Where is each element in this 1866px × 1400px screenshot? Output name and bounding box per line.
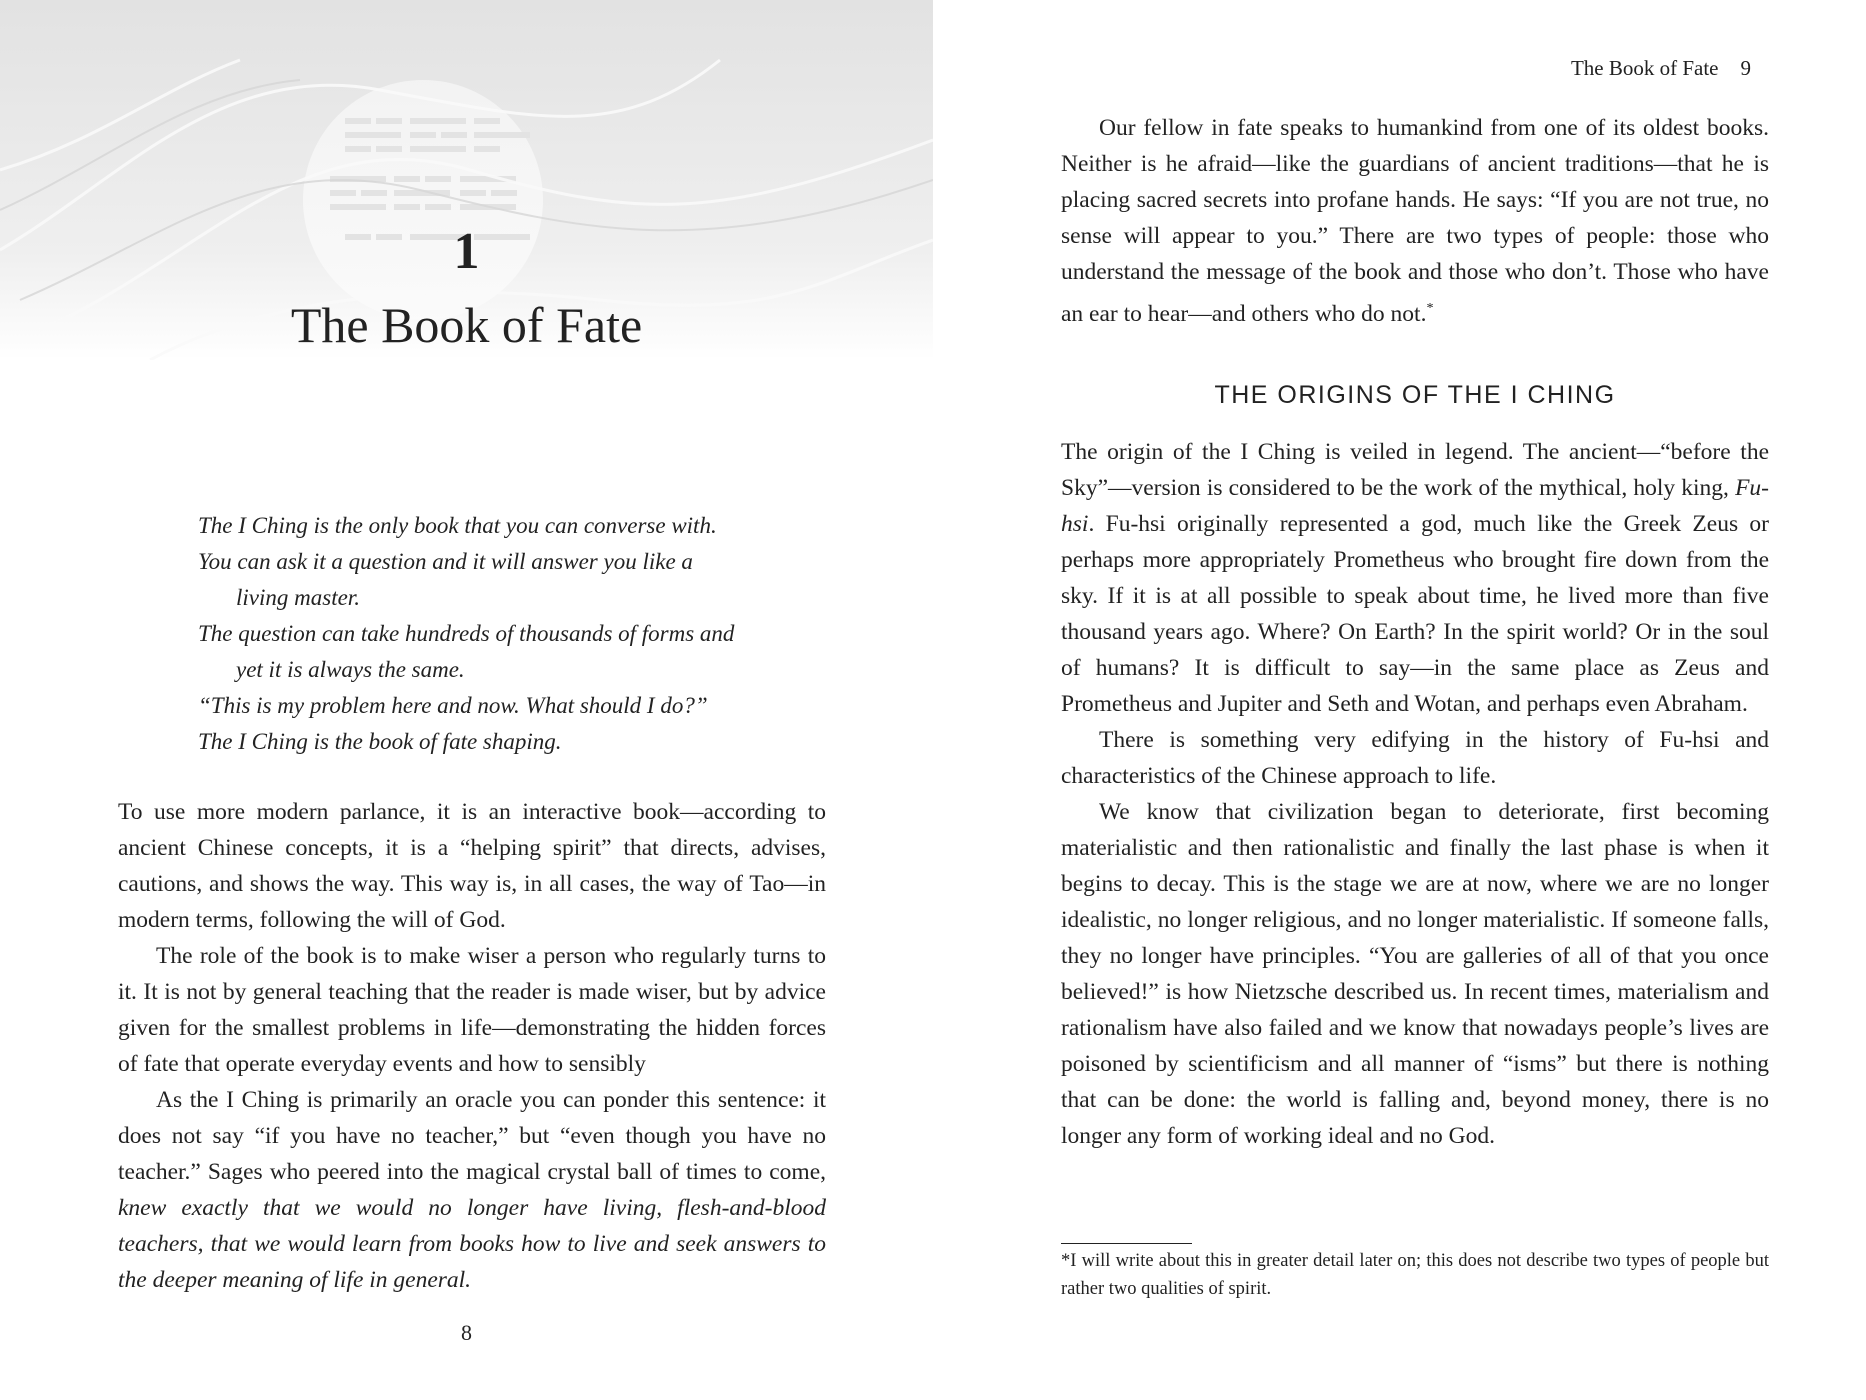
epigraph-line: living master. bbox=[236, 585, 360, 610]
section-heading: THE ORIGINS OF THE I CHING bbox=[1214, 381, 1616, 409]
intro-text bbox=[1061, 110, 1769, 332]
paragraph bbox=[1061, 434, 1769, 722]
paragraph-text: The origin of the I Ching is veiled in legend. The ancient—“before the Sky”—version is considered to be the work of the mythical, holy king, bbox=[1061, 439, 1769, 501]
right-page bbox=[933, 0, 1866, 1400]
footnote bbox=[1061, 1247, 1769, 1303]
paragraph: There is something very edifying in the history of Fu-hsi and characteristics of the Chinese approach to life. bbox=[1061, 727, 1769, 789]
paragraph bbox=[1061, 110, 1769, 332]
paragraph-text: As the I Ching is primarily an oracle you can ponder this sentence: it does not say “if you have no teacher,” but “even though you have no teacher.” Sages who peered into the magical crystal ball of times to come, bbox=[118, 1087, 826, 1185]
paragraph: We know that civilization began to deteriorate, first becoming materialistic and then rationalistic and finally the last phase is when it begins to decay. This is the stage we are at now, where we are no longer idealistic, no longer religious, and no longer materialistic. If someone falls, they no longer have principles. “You are galleries of all of that you once believed!” is how Nietzsche described us. In recent times, materialism and rationalism have also failed and we know that nowadays people’s lives are poisoned by scientificism and all manner of “isms” but there is nothing that can be done: the world is falling and, beyond money, there is no longer any form of working ideal and no God. bbox=[1061, 799, 1769, 1149]
footnote-divider bbox=[1061, 1243, 1192, 1244]
footnote-marker[interactable]: * bbox=[1426, 300, 1434, 316]
page-number-left: 8 bbox=[461, 1320, 472, 1345]
epigraph-line: The I Ching is the only book that you can converse with. bbox=[198, 513, 717, 538]
epigraph-line: You can ask it a question and it will answer you like a bbox=[198, 549, 693, 574]
chapter-title: The Book of Fate bbox=[290, 297, 643, 353]
left-body-text bbox=[118, 794, 826, 1298]
page-number-right: 9 bbox=[1740, 56, 1751, 80]
paragraph-italic-text: knew exactly that we would no longer have living, flesh-and-blood teachers, that we would learn from books how to live and seek answers to the deeper meaning of life in general. bbox=[118, 1195, 826, 1293]
epigraph-line: The question can take hundreds of thousands of forms and bbox=[198, 621, 735, 646]
paragraph bbox=[118, 1082, 826, 1298]
paragraph-text: . Fu-hsi originally represented a god, much like the Greek Zeus or perhaps more appropriately Prometheus who brought fire down from the sky. If it is at all possible to speak about time, he lived more than five thousand years ago. Where? On Earth? In the spirit world? Or in the soul of humans? It is difficult to say—in the same place as Zeus and Prometheus and Jupiter and Seth and Wotan, and perhaps even Abraham. bbox=[1061, 511, 1769, 717]
paragraph-text: Our fellow in fate speaks to humankind from one of its oldest books. Neither is he afraid—like the guardians of ancient traditions—that he is placing sacred secrets into profane hands. He says: “If you are not true, no sense will appear to you.” There are two types of people: those who understand the message of the book and those who don’t. Those who have an ear to hear—and others who do not. bbox=[1061, 115, 1769, 327]
chapter-number: 1 bbox=[453, 223, 480, 280]
footnote-text: *I will write about this in greater detail later on; this does not describe two types of people but rather two qualities of spirit. bbox=[1061, 1251, 1769, 1299]
epigraph-line: yet it is always the same. bbox=[236, 657, 465, 682]
right-body-text bbox=[1061, 434, 1769, 1154]
running-title: The Book of Fate bbox=[1570, 56, 1719, 80]
epigraph-line: “This is my problem here and now. What should I do?” bbox=[198, 693, 708, 718]
epigraph-line: The I Ching is the book of fate shaping. bbox=[198, 729, 562, 754]
paragraph: The role of the book is to make wiser a person who regularly turns to it. It is not by general teaching that the reader is made wiser, but by advice given for the smallest problems in life—demonstrating the hidden forces of fate that operate everyday events and how to sensibly bbox=[118, 943, 826, 1077]
paragraph-italic-text: Fu-hsi bbox=[1061, 475, 1769, 537]
paragraph: To use more modern parlance, it is an interactive book—according to ancient Chinese concepts, it is a “helping spirit” that directs, advises, cautions, and shows the way. This way is, in all cases, the way of Tao—in modern terms, following the will of God. bbox=[118, 799, 826, 933]
epigraph bbox=[198, 508, 768, 760]
running-head bbox=[1571, 56, 1751, 81]
